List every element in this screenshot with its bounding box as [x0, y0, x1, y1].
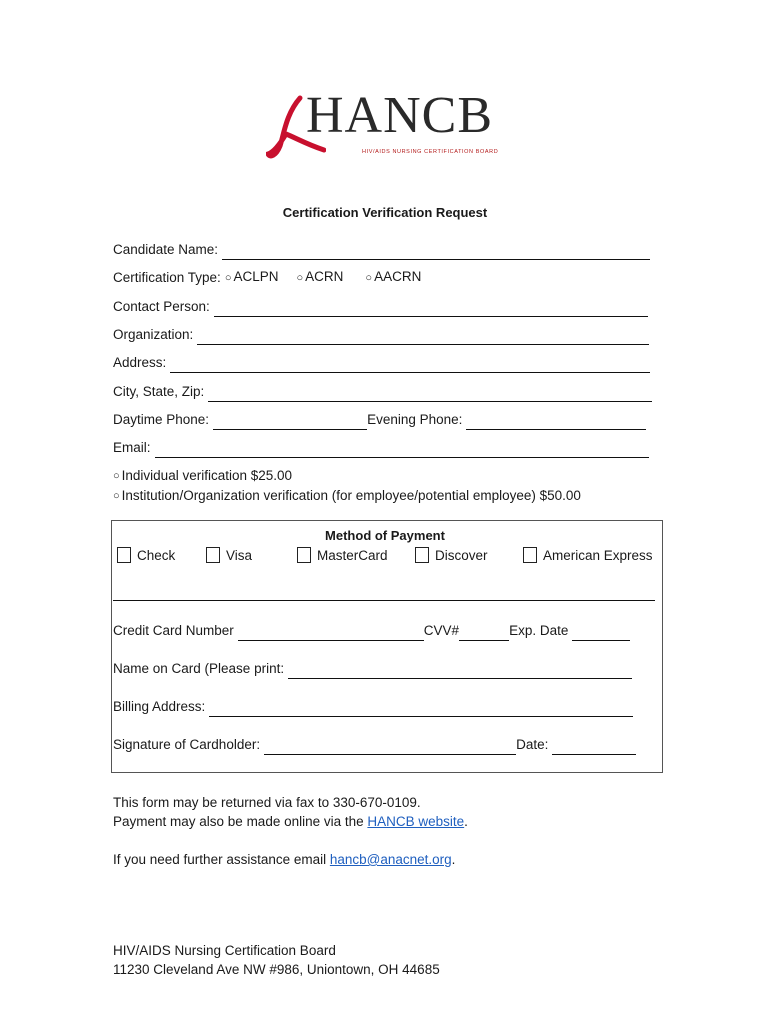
- email-row: [113, 438, 649, 458]
- organization-row: [113, 325, 649, 345]
- city-state-zip-label: City, State, Zip:: [113, 384, 205, 399]
- payment-discover[interactable]: Discover: [415, 545, 488, 565]
- checkbox-icon: [415, 547, 429, 563]
- exp-date-label: Exp. Date: [509, 623, 569, 638]
- radio-aacrn[interactable]: ○ AACRN: [365, 269, 422, 284]
- billing-address-field[interactable]: [209, 701, 633, 717]
- payment-mastercard[interactable]: MasterCard: [297, 545, 388, 565]
- checkbox-icon: [206, 547, 220, 563]
- payment-american-express[interactable]: American Express: [523, 545, 653, 565]
- radio-circle-icon: ○: [113, 470, 120, 482]
- hancb-logo: [266, 87, 502, 162]
- candidate-name-row: [113, 240, 650, 260]
- radio-aclpn[interactable]: ○ ACLPN: [224, 269, 279, 284]
- date-field[interactable]: [552, 739, 636, 755]
- contact-person-label: Contact Person:: [113, 299, 210, 314]
- verification-option-individual[interactable]: ○ Individual verification $25.00: [113, 466, 292, 486]
- credit-card-row: [113, 621, 630, 641]
- email-note: If you need further assistance email hancb@anacnet.org.: [113, 852, 456, 867]
- hancb-email-link[interactable]: hancb@anacnet.org: [329, 852, 452, 867]
- daytime-phone-field[interactable]: [213, 414, 367, 430]
- billing-address-label: Billing Address:: [113, 699, 206, 714]
- logo-text: HANCB: [306, 87, 494, 144]
- radio-circle-icon: ○: [113, 490, 120, 502]
- email-field[interactable]: [155, 442, 649, 458]
- signature-row: [113, 735, 636, 755]
- organization-field[interactable]: [197, 329, 649, 345]
- name-on-card-row: [113, 659, 632, 679]
- address-row: [113, 353, 650, 373]
- checkbox-icon: [523, 547, 537, 563]
- email-label: Email:: [113, 440, 151, 455]
- candidate-name-field[interactable]: [222, 244, 650, 260]
- checkbox-icon: [117, 547, 131, 563]
- daytime-phone-label: Daytime Phone:: [113, 412, 210, 427]
- name-on-card-field[interactable]: [288, 663, 632, 679]
- payment-visa[interactable]: Visa: [206, 545, 252, 565]
- payment-title: Method of Payment: [325, 528, 445, 543]
- cvv-field[interactable]: [459, 625, 509, 641]
- address-label: Address:: [113, 355, 167, 370]
- credit-card-number-label: Credit Card Number: [113, 623, 234, 638]
- radio-circle-icon: ○: [296, 272, 304, 284]
- candidate-name-label: Candidate Name:: [113, 242, 219, 257]
- online-note: Payment may also be made online via the HANCB website.: [113, 814, 468, 829]
- city-state-zip-row: [113, 382, 652, 402]
- organization-label: Organization:: [113, 327, 194, 342]
- radio-circle-icon: ○: [224, 272, 232, 284]
- phone-row: [113, 410, 646, 430]
- certification-type-row: [113, 268, 421, 288]
- radio-acrn[interactable]: ○ ACRN: [296, 269, 344, 284]
- contact-person-field[interactable]: [214, 301, 648, 317]
- exp-date-field[interactable]: [572, 625, 630, 641]
- billing-address-row: [113, 697, 633, 717]
- page-title: Certification Verification Request: [282, 205, 488, 220]
- cvv-label: CVV#: [423, 623, 460, 638]
- logo-subtitle: HIV/AIDS NURSING CERTIFICATION BOARD: [362, 149, 499, 155]
- date-label: Date:: [516, 737, 549, 752]
- radio-circle-icon: ○: [365, 272, 373, 284]
- signature-label: Signature of Cardholder:: [113, 737, 261, 752]
- signature-field[interactable]: [264, 739, 516, 755]
- evening-phone-field[interactable]: [466, 414, 646, 430]
- payment-separator: [113, 600, 655, 601]
- credit-card-number-field[interactable]: [238, 625, 424, 641]
- name-on-card-label: Name on Card (Please print:: [113, 661, 285, 676]
- city-state-zip-field[interactable]: [208, 386, 652, 402]
- evening-phone-label: Evening Phone:: [367, 412, 463, 427]
- verification-option-institution[interactable]: ○ Institution/Organization verification (for employee/potential employee) $50.00: [113, 486, 581, 506]
- fax-note: This form may be returned via fax to 330-670-0109.: [113, 795, 421, 810]
- contact-person-row: [113, 297, 648, 317]
- certification-type-label: Certification Type:: [113, 270, 221, 285]
- checkbox-icon: [297, 547, 311, 563]
- footer-org: HIV/AIDS Nursing Certification Board: [113, 943, 336, 958]
- footer-address: 11230 Cleveland Ave NW #986, Uniontown, OH 44685: [113, 962, 440, 977]
- hancb-website-link[interactable]: HANCB website: [367, 814, 465, 829]
- payment-check[interactable]: Check: [117, 545, 175, 565]
- address-field[interactable]: [170, 357, 650, 373]
